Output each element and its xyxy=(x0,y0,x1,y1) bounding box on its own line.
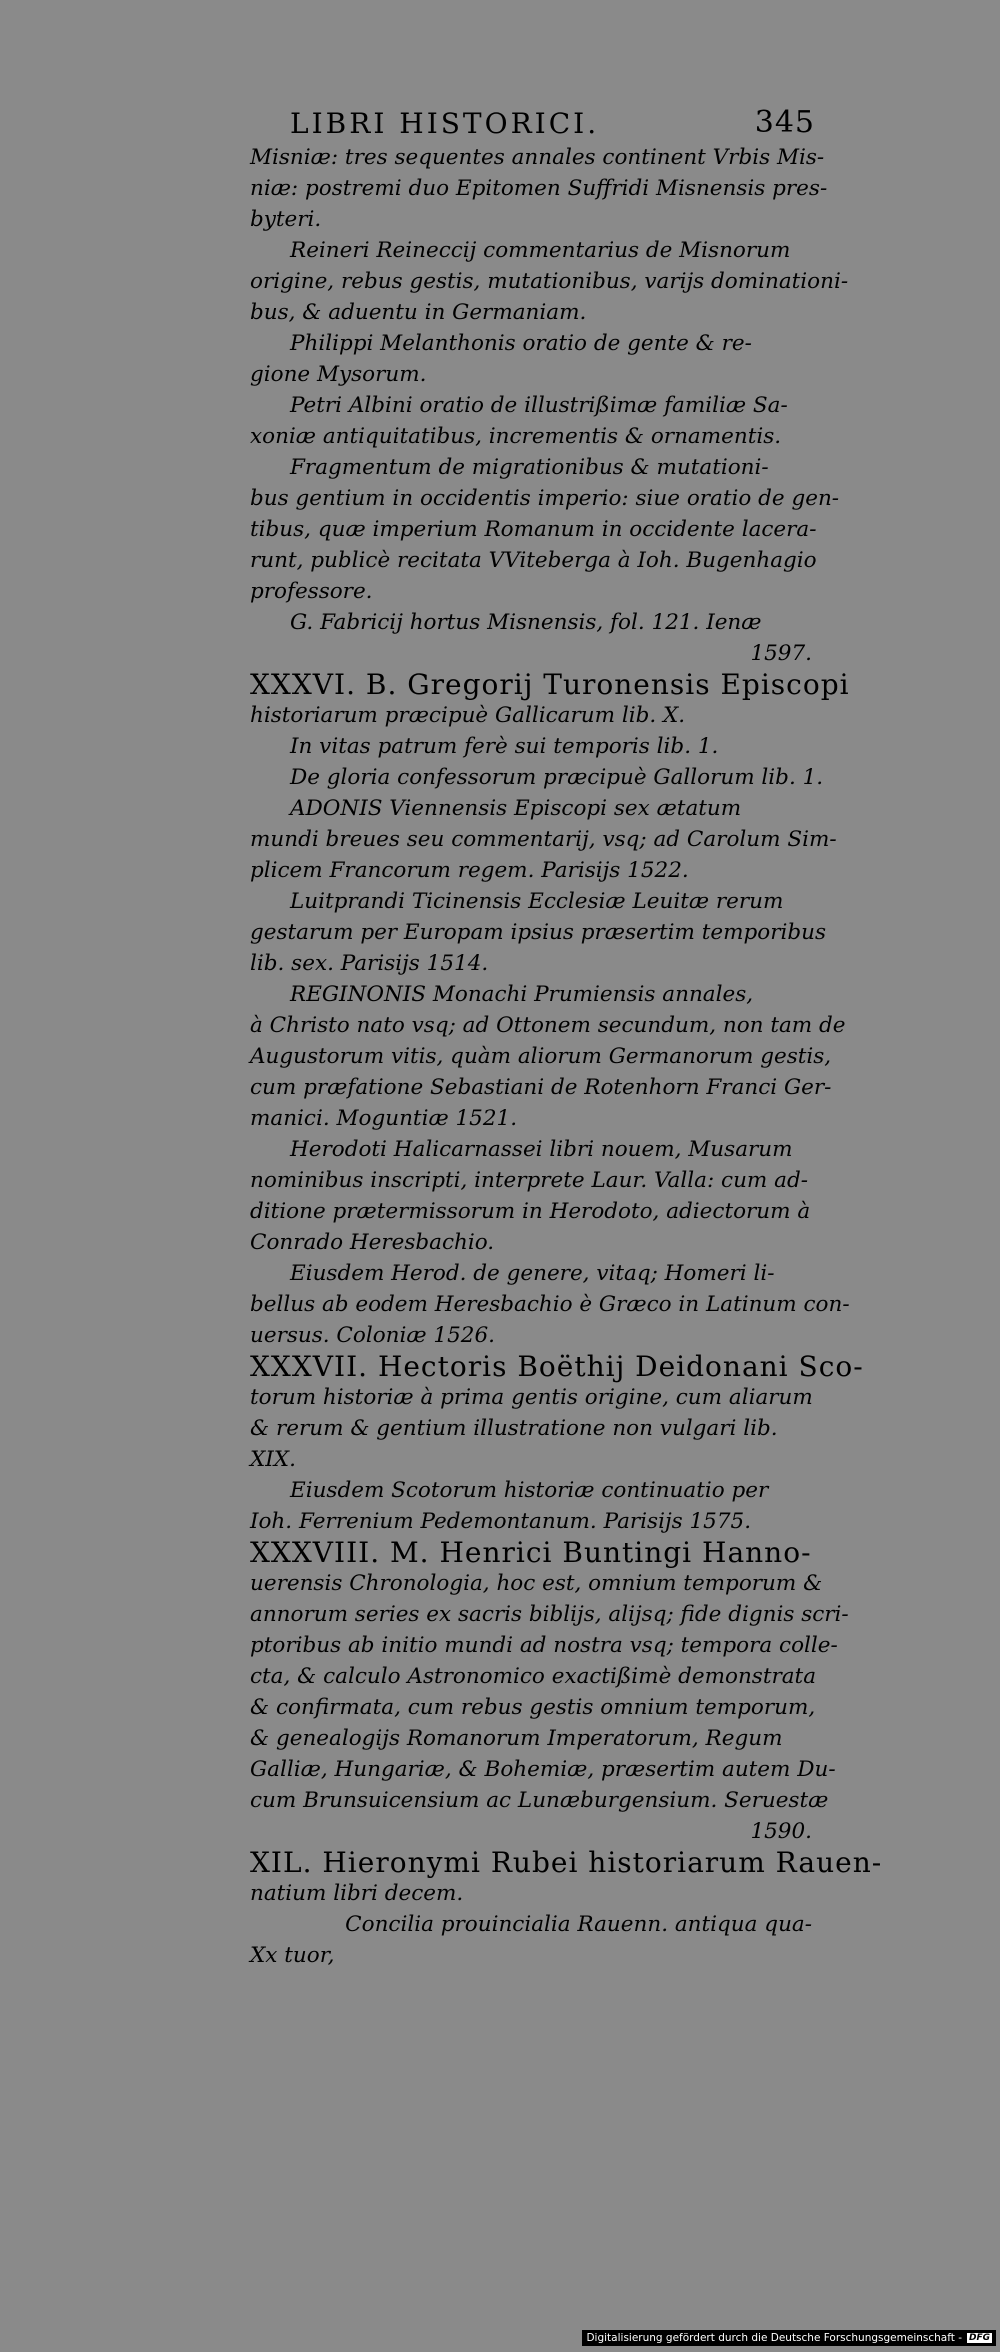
text-line: Concilia prouincialia Rauenn. antiqua qua- xyxy=(345,1912,812,1937)
text-line: REGINONIS Monachi Prumiensis annales, xyxy=(290,982,754,1007)
body-text xyxy=(250,142,883,1971)
text-line: Galliæ, Hungariæ, & Bohemiæ, præsertim autem Du- xyxy=(250,1757,836,1782)
text-line: Eiusdem Herod. de genere, vitaq; Homeri li- xyxy=(290,1261,775,1286)
text-line: gione Mysorum. xyxy=(250,362,427,387)
text-line: Ioh. Ferrenium Pedemontanum. Parisijs 1575. xyxy=(250,1509,752,1534)
text-line: ptoribus ab initio mundi ad nostra vsq; tempora colle- xyxy=(250,1633,838,1658)
text-line: gestarum per Europam ipsius præsertim temporibus xyxy=(250,920,827,945)
text-line: & genealogijs Romanorum Imperatorum, Regum xyxy=(250,1726,783,1751)
digitization-credit xyxy=(582,2330,996,2346)
text-line: professore. xyxy=(250,579,373,604)
text-line: runt, publicè recitata VViteberga à Ioh. Bugenhagio xyxy=(250,548,817,573)
text-line: annorum series ex sacris biblijs, alijsq; fide dignis scri- xyxy=(250,1602,849,1627)
text-line: 1590. xyxy=(750,1819,812,1844)
text-line: ADONIS Viennensis Episcopi sex ætatum xyxy=(290,796,742,821)
text-line: cta, & calculo Astronomico exactißimè demonstrata xyxy=(250,1664,817,1689)
running-title: LIBRI HISTORICI. xyxy=(290,107,600,140)
text-line: Misniæ: tres sequentes annales continent Vrbis Mis- xyxy=(250,145,825,170)
text-line: bus gentium in occidentis imperio: siue oratio de gen- xyxy=(250,486,840,511)
text-line: Fragmentum de migrationibus & mutationi- xyxy=(290,455,769,480)
text-line: Petri Albini oratio de illustrißimæ familiæ Sa- xyxy=(290,393,788,418)
text-line: cum præfatione Sebastiani de Rotenhorn Franci Ger- xyxy=(250,1075,832,1100)
text-line: XXXVI. B. Gregorij Turonensis Episcopi xyxy=(250,668,850,701)
text-line: à Christo nato vsq; ad Ottonem secundum, non tam de xyxy=(250,1013,846,1038)
running-header xyxy=(250,90,820,140)
dfg-logo-icon: DFG xyxy=(968,2333,990,2343)
text-line: Herodoti Halicarnassei libri nouem, Musarum xyxy=(290,1137,793,1162)
text-line: historiarum præcipuè Gallicarum lib. X. xyxy=(250,703,686,728)
text-line: plicem Francorum regem. Parisijs 1522. xyxy=(250,858,689,883)
text-line: nominibus inscripti, interprete Laur. Valla: cum ad- xyxy=(250,1168,808,1193)
text-line: origine, rebus gestis, mutationibus, varijs dominationi- xyxy=(250,269,849,294)
text-line: ditione prætermissorum in Herodoto, adiectorum à xyxy=(250,1199,811,1224)
text-line: 1597. xyxy=(750,641,812,666)
text-line: mundi breues seu commentarij, vsq; ad Carolum Sim- xyxy=(250,827,837,852)
text-line: bus, & aduentu in Germaniam. xyxy=(250,300,587,325)
book-page xyxy=(250,90,883,2320)
text-line: lib. sex. Parisijs 1514. xyxy=(250,951,489,976)
text-line: xoniæ antiquitatibus, incrementis & ornamentis. xyxy=(250,424,782,449)
text-line: G. Fabricij hortus Misnensis, fol. 121. Ienæ xyxy=(290,610,762,635)
text-line: & confirmata, cum rebus gestis omnium temporum, xyxy=(250,1695,816,1720)
text-line: Reineri Reineccij commentarius de Misnorum xyxy=(290,238,791,263)
text-line: XIL. Hieronymi Rubei historiarum Rauen- xyxy=(250,1846,883,1879)
text-line: natium libri decem. xyxy=(250,1881,464,1906)
text-line: & rerum & gentium illustratione non vulgari lib. xyxy=(250,1416,778,1441)
text-line: Conrado Heresbachio. xyxy=(250,1230,495,1255)
text-line: Eiusdem Scotorum historiæ continuatio per xyxy=(290,1478,769,1503)
page-number: 345 xyxy=(754,105,815,140)
text-line: byteri. xyxy=(250,207,322,232)
text-line: tibus, quæ imperium Romanum in occidente lacera- xyxy=(250,517,817,542)
text-line: Xx tuor, xyxy=(250,1943,335,1968)
text-line: cum Brunsuicensium ac Lunæburgensium. Seruestæ xyxy=(250,1788,829,1813)
text-line: uersus. Coloniæ 1526. xyxy=(250,1323,495,1348)
text-line: bellus ab eodem Heresbachio è Græco in Latinum con- xyxy=(250,1292,850,1317)
text-line: Luitprandi Ticinensis Ecclesiæ Leuitæ rerum xyxy=(290,889,784,914)
text-line: Augustorum vitis, quàm aliorum Germanorum gestis, xyxy=(250,1044,832,1069)
text-line: uerensis Chronologia, hoc est, omnium temporum & xyxy=(250,1571,823,1596)
text-line: torum historiæ à prima gentis origine, cum aliarum xyxy=(250,1385,813,1410)
text-line: De gloria confessorum præcipuè Gallorum lib. 1. xyxy=(290,765,824,790)
text-line: XXXVII. Hectoris Boëthij Deidonani Sco- xyxy=(250,1350,864,1383)
text-line: XIX. xyxy=(250,1447,296,1472)
text-line: In vitas patrum ferè sui temporis lib. 1. xyxy=(290,734,719,759)
text-line: XXXVIII. M. Henrici Buntingi Hanno- xyxy=(250,1536,812,1569)
text-line: manici. Moguntiæ 1521. xyxy=(250,1106,518,1131)
text-line: Philippi Melanthonis oratio de gente & re- xyxy=(290,331,752,356)
credit-text: Digitalisierung gefördert durch die Deutsche Forschungsgemeinschaft - xyxy=(586,2332,962,2344)
text-line: niæ: postremi duo Epitomen Suffridi Misnensis pres- xyxy=(250,176,828,201)
